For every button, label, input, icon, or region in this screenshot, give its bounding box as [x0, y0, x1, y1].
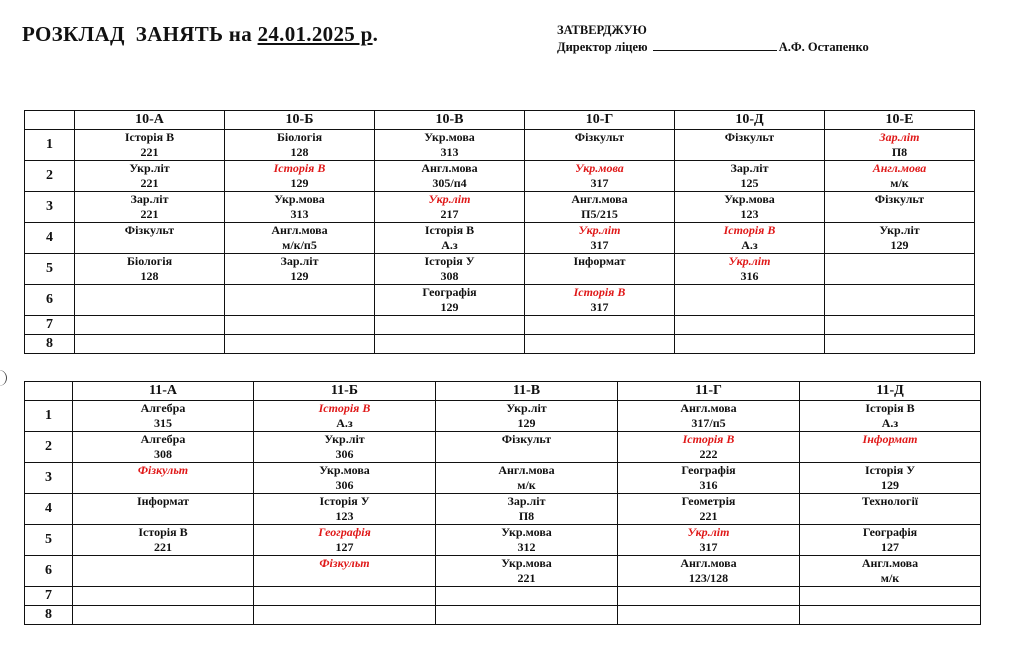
- subject-name: Фізкульт: [574, 130, 625, 144]
- lesson-cell: [375, 161, 525, 192]
- subject-name: Англ.мова: [571, 192, 628, 206]
- lesson-cell: [800, 606, 981, 625]
- subject-name: Географія: [318, 525, 371, 539]
- room-number: 128: [290, 144, 309, 159]
- period-number: 6: [25, 285, 75, 316]
- room-number: 317: [590, 175, 609, 190]
- class-header: 11-А: [73, 382, 254, 401]
- subject-name: Укр.літ: [578, 223, 621, 237]
- room-number: 312: [517, 539, 536, 554]
- table-row: [25, 463, 981, 494]
- subject-name: Історія В: [124, 130, 175, 144]
- subject-name: Географія: [862, 525, 918, 539]
- subject-name: Інформат: [136, 494, 190, 508]
- table-header-row: [25, 382, 981, 401]
- lesson-cell: [525, 161, 675, 192]
- subject-name: Укр.мова: [501, 556, 552, 570]
- room-number: 313: [290, 206, 309, 221]
- lesson-cell: [436, 401, 618, 432]
- subject-name: Укр.мова: [501, 525, 552, 539]
- subject-name: Геометрія: [681, 494, 736, 508]
- room-number: 317: [699, 539, 718, 554]
- room-number: 316: [699, 477, 718, 492]
- subject-name: Укр.літ: [428, 192, 471, 206]
- room-number: 313: [440, 144, 459, 159]
- lesson-cell: [525, 223, 675, 254]
- lesson-cell: [254, 401, 436, 432]
- subject-name: Укр.мова: [724, 192, 775, 206]
- class-header: 11-В: [436, 382, 618, 401]
- subject-name: Зар.літ: [730, 161, 769, 175]
- lesson-cell: [825, 223, 975, 254]
- room-number: 217: [440, 206, 459, 221]
- lesson-cell: [800, 494, 981, 525]
- lesson-cell: [675, 192, 825, 223]
- lesson-cell: [675, 223, 825, 254]
- lesson-cell: [825, 130, 975, 161]
- subject-name: Історія В: [682, 432, 735, 446]
- subject-name: Історія У: [424, 254, 475, 268]
- subject-name: Історія В: [138, 525, 188, 539]
- subject-name: Фізкульт: [724, 130, 775, 144]
- class-header: 10-Б: [225, 111, 375, 130]
- lesson-cell: [375, 254, 525, 285]
- lesson-cell: [618, 401, 800, 432]
- table-row: [25, 192, 975, 223]
- lesson-cell: [75, 130, 225, 161]
- lesson-cell: [73, 606, 254, 625]
- subject-name: Алгебра: [140, 401, 186, 415]
- lesson-cell: [525, 316, 675, 335]
- room-number: П8: [891, 144, 908, 159]
- lesson-cell: [436, 556, 618, 587]
- lesson-cell: [525, 130, 675, 161]
- room-number: м/к: [890, 175, 909, 190]
- room-number: 315: [154, 415, 172, 430]
- lesson-cell: [436, 587, 618, 606]
- lesson-cell: [254, 494, 436, 525]
- room-number: 221: [154, 539, 172, 554]
- table-row: [25, 316, 975, 335]
- table-row: [25, 161, 975, 192]
- table-row: [25, 432, 981, 463]
- lesson-cell: [254, 525, 436, 556]
- director-name: А.Ф. Остапенко: [778, 40, 869, 54]
- table-row: [25, 335, 975, 354]
- lesson-cell: [75, 223, 225, 254]
- subject-name: Інформат: [862, 432, 918, 446]
- table-row: [25, 525, 981, 556]
- subject-name: Історія В: [865, 401, 915, 415]
- class-header: 11-Г: [618, 382, 800, 401]
- room-number: 128: [140, 268, 159, 283]
- lesson-cell: [825, 285, 975, 316]
- lesson-cell: [800, 525, 981, 556]
- lesson-cell: [800, 401, 981, 432]
- lesson-cell: [825, 335, 975, 354]
- lesson-cell: [436, 525, 618, 556]
- period-number: 3: [25, 463, 73, 494]
- lesson-cell: [375, 335, 525, 354]
- subject-name: Фізкульт: [501, 432, 552, 446]
- lesson-cell: [525, 254, 675, 285]
- class-header: 10-А: [75, 111, 225, 130]
- subject-name: Інформат: [573, 254, 626, 268]
- period-number: 5: [25, 254, 75, 285]
- lesson-cell: [225, 161, 375, 192]
- class-header: 10-Д: [675, 111, 825, 130]
- room-number: м/к: [880, 570, 900, 585]
- subject-name: Англ.мова: [680, 556, 737, 570]
- subject-name: Географія: [422, 285, 477, 299]
- lesson-cell: [75, 161, 225, 192]
- lesson-cell: [73, 432, 254, 463]
- class-header: 10-Г: [525, 111, 675, 130]
- room-number: 221: [517, 570, 536, 585]
- director-label: Директор ліцею: [557, 40, 651, 54]
- table-header-row: [25, 111, 975, 130]
- period-number: 8: [25, 335, 75, 354]
- subject-name: Англ.мова: [680, 401, 737, 415]
- room-number: 305/п4: [432, 175, 467, 190]
- room-number: м/к: [517, 477, 536, 492]
- room-number: 123/128: [688, 570, 729, 585]
- lesson-cell: [618, 525, 800, 556]
- subject-name: Англ.мова: [421, 161, 478, 175]
- subject-name: Історія В: [573, 285, 626, 299]
- lesson-cell: [225, 192, 375, 223]
- class-header: 10-Е: [825, 111, 975, 130]
- room-number: 129: [890, 237, 909, 252]
- lesson-cell: [225, 130, 375, 161]
- lesson-cell: [825, 192, 975, 223]
- table-row: [25, 494, 981, 525]
- lesson-cell: [675, 254, 825, 285]
- lesson-cell: [618, 463, 800, 494]
- room-number: 221: [140, 206, 159, 221]
- subject-name: Історія В: [424, 223, 475, 237]
- lesson-cell: [800, 463, 981, 494]
- lesson-cell: [225, 316, 375, 335]
- subject-name: Історія В: [273, 161, 326, 175]
- schedule-date: 24.01.2025 р: [257, 22, 373, 46]
- subject-name: Фізкульт: [137, 463, 189, 477]
- class-header: 10-В: [375, 111, 525, 130]
- lesson-cell: [436, 463, 618, 494]
- lesson-cell: [73, 401, 254, 432]
- room-number: 129: [517, 415, 536, 430]
- period-number: 2: [25, 432, 73, 463]
- room-number: 129: [290, 175, 309, 190]
- lesson-cell: [525, 285, 675, 316]
- lesson-cell: [375, 130, 525, 161]
- lesson-cell: [73, 463, 254, 494]
- subject-name: Зар.літ: [130, 192, 169, 206]
- class-header: 11-Д: [800, 382, 981, 401]
- class-header: 11-Б: [254, 382, 436, 401]
- table-row: [25, 587, 981, 606]
- lesson-cell: [825, 254, 975, 285]
- subject-name: Укр.літ: [879, 223, 920, 237]
- room-number: 125: [740, 175, 759, 190]
- subject-name: Укр.літ: [129, 161, 170, 175]
- lesson-cell: [436, 606, 618, 625]
- lesson-cell: [618, 432, 800, 463]
- lesson-cell: [675, 316, 825, 335]
- lesson-cell: [225, 285, 375, 316]
- subject-name: Фізкульт: [124, 223, 175, 237]
- subject-name: Англ.мова: [271, 223, 328, 237]
- period-number: 2: [25, 161, 75, 192]
- room-number: 129: [881, 477, 899, 492]
- room-number: 317: [590, 299, 609, 314]
- subject-name: Укр.мова: [424, 130, 475, 144]
- schedule-table-grade-11: [24, 381, 981, 625]
- lesson-cell: [618, 556, 800, 587]
- room-number: 221: [140, 144, 159, 159]
- period-number: 5: [25, 525, 73, 556]
- subject-name: Англ.мова: [872, 161, 927, 175]
- subject-name: Біологія: [276, 130, 323, 144]
- room-number: 221: [140, 175, 159, 190]
- lesson-cell: [254, 432, 436, 463]
- table-row: [25, 223, 975, 254]
- period-number: 1: [25, 401, 73, 432]
- table-row: [25, 285, 975, 316]
- room-number: 308: [440, 268, 459, 283]
- room-number: П8: [518, 508, 535, 523]
- room-number: П5/215: [581, 206, 618, 221]
- margin-mark: [0, 370, 7, 386]
- period-number: 7: [25, 587, 73, 606]
- lesson-cell: [73, 525, 254, 556]
- lesson-cell: [525, 335, 675, 354]
- room-number: 123: [740, 206, 759, 221]
- subject-name: Укр.мова: [319, 463, 370, 477]
- corner-cell: [25, 111, 75, 130]
- room-number: А.з: [881, 415, 899, 430]
- subject-name: Укр.літ: [324, 432, 365, 446]
- room-number: 306: [335, 477, 354, 492]
- lesson-cell: [800, 587, 981, 606]
- room-number: 123: [335, 508, 354, 523]
- subject-name: Укр.мова: [274, 192, 325, 206]
- subject-name: Історія В: [723, 223, 776, 237]
- lesson-cell: [436, 494, 618, 525]
- subject-name: Географія: [681, 463, 736, 477]
- lesson-cell: [75, 254, 225, 285]
- lesson-cell: [73, 556, 254, 587]
- lesson-cell: [618, 587, 800, 606]
- subject-name: Зар.літ: [280, 254, 319, 268]
- subject-name: Зар.літ: [879, 130, 920, 144]
- period-number: 3: [25, 192, 75, 223]
- lesson-cell: [225, 254, 375, 285]
- lesson-cell: [225, 335, 375, 354]
- lesson-cell: [75, 192, 225, 223]
- room-number: 127: [335, 539, 354, 554]
- lesson-cell: [75, 316, 225, 335]
- room-number: м/к/п5: [282, 237, 317, 252]
- lesson-cell: [675, 285, 825, 316]
- room-number: 317/п5: [691, 415, 726, 430]
- corner-cell: [25, 382, 73, 401]
- lesson-cell: [675, 161, 825, 192]
- subject-name: Укр.літ: [506, 401, 547, 415]
- signature-line: [653, 41, 777, 51]
- period-number: 7: [25, 316, 75, 335]
- subject-name: Англ.мова: [498, 463, 555, 477]
- period-number: 1: [25, 130, 75, 161]
- approve-label: ЗАТВЕРДЖУЮ: [557, 23, 647, 37]
- table-row: [25, 254, 975, 285]
- director-line: [557, 39, 869, 56]
- schedule-table-grade-10: [24, 110, 975, 354]
- lesson-cell: [618, 494, 800, 525]
- subject-name: Фізкульт: [319, 556, 370, 570]
- lesson-cell: [73, 494, 254, 525]
- lesson-cell: [225, 223, 375, 254]
- subject-name: Англ.мова: [861, 556, 919, 570]
- lesson-cell: [75, 335, 225, 354]
- room-number: 308: [154, 446, 172, 461]
- room-number: 129: [290, 268, 309, 283]
- table-row: [25, 606, 981, 625]
- lesson-cell: [254, 587, 436, 606]
- room-number: 129: [440, 299, 459, 314]
- subject-name: Біологія: [126, 254, 173, 268]
- lesson-cell: [618, 606, 800, 625]
- approval-block: [557, 22, 869, 56]
- lesson-cell: [254, 606, 436, 625]
- room-number: 221: [699, 508, 718, 523]
- lesson-cell: [825, 316, 975, 335]
- lesson-cell: [254, 556, 436, 587]
- room-number: А.з: [741, 237, 758, 252]
- subject-name: Історія У: [864, 463, 916, 477]
- subject-name: Укр.літ: [728, 254, 771, 268]
- lesson-cell: [73, 587, 254, 606]
- title-dot: .: [372, 22, 379, 46]
- lesson-cell: [825, 161, 975, 192]
- lesson-cell: [675, 335, 825, 354]
- lesson-cell: [254, 463, 436, 494]
- schedule-title: [22, 22, 378, 47]
- subject-name: Історія У: [319, 494, 370, 508]
- subject-name: Історія В: [318, 401, 371, 415]
- subject-name: Укр.мова: [575, 161, 624, 175]
- table-row: [25, 130, 975, 161]
- room-number: 317: [590, 237, 609, 252]
- subject-name: Укр.літ: [687, 525, 730, 539]
- period-number: 4: [25, 494, 73, 525]
- table-row: [25, 401, 981, 432]
- table-row: [25, 556, 981, 587]
- lesson-cell: [75, 285, 225, 316]
- period-number: 4: [25, 223, 75, 254]
- subject-name: Фізкульт: [874, 192, 925, 206]
- lesson-cell: [375, 316, 525, 335]
- subject-name: Технології: [861, 494, 919, 508]
- lesson-cell: [525, 192, 675, 223]
- room-number: 127: [881, 539, 899, 554]
- period-number: 6: [25, 556, 73, 587]
- lesson-cell: [800, 556, 981, 587]
- lesson-cell: [375, 192, 525, 223]
- period-number: 8: [25, 606, 73, 625]
- lesson-cell: [375, 285, 525, 316]
- room-number: А.з: [336, 415, 353, 430]
- room-number: А.з: [441, 237, 458, 252]
- lesson-cell: [800, 432, 981, 463]
- room-number: 222: [699, 446, 718, 461]
- subject-name: Зар.літ: [507, 494, 546, 508]
- lesson-cell: [375, 223, 525, 254]
- lesson-cell: [436, 432, 618, 463]
- lesson-cell: [675, 130, 825, 161]
- room-number: 306: [335, 446, 354, 461]
- title-text: РОЗКЛАД ЗАНЯТЬ на: [22, 22, 258, 46]
- subject-name: Алгебра: [140, 432, 186, 446]
- room-number: 316: [740, 268, 759, 283]
